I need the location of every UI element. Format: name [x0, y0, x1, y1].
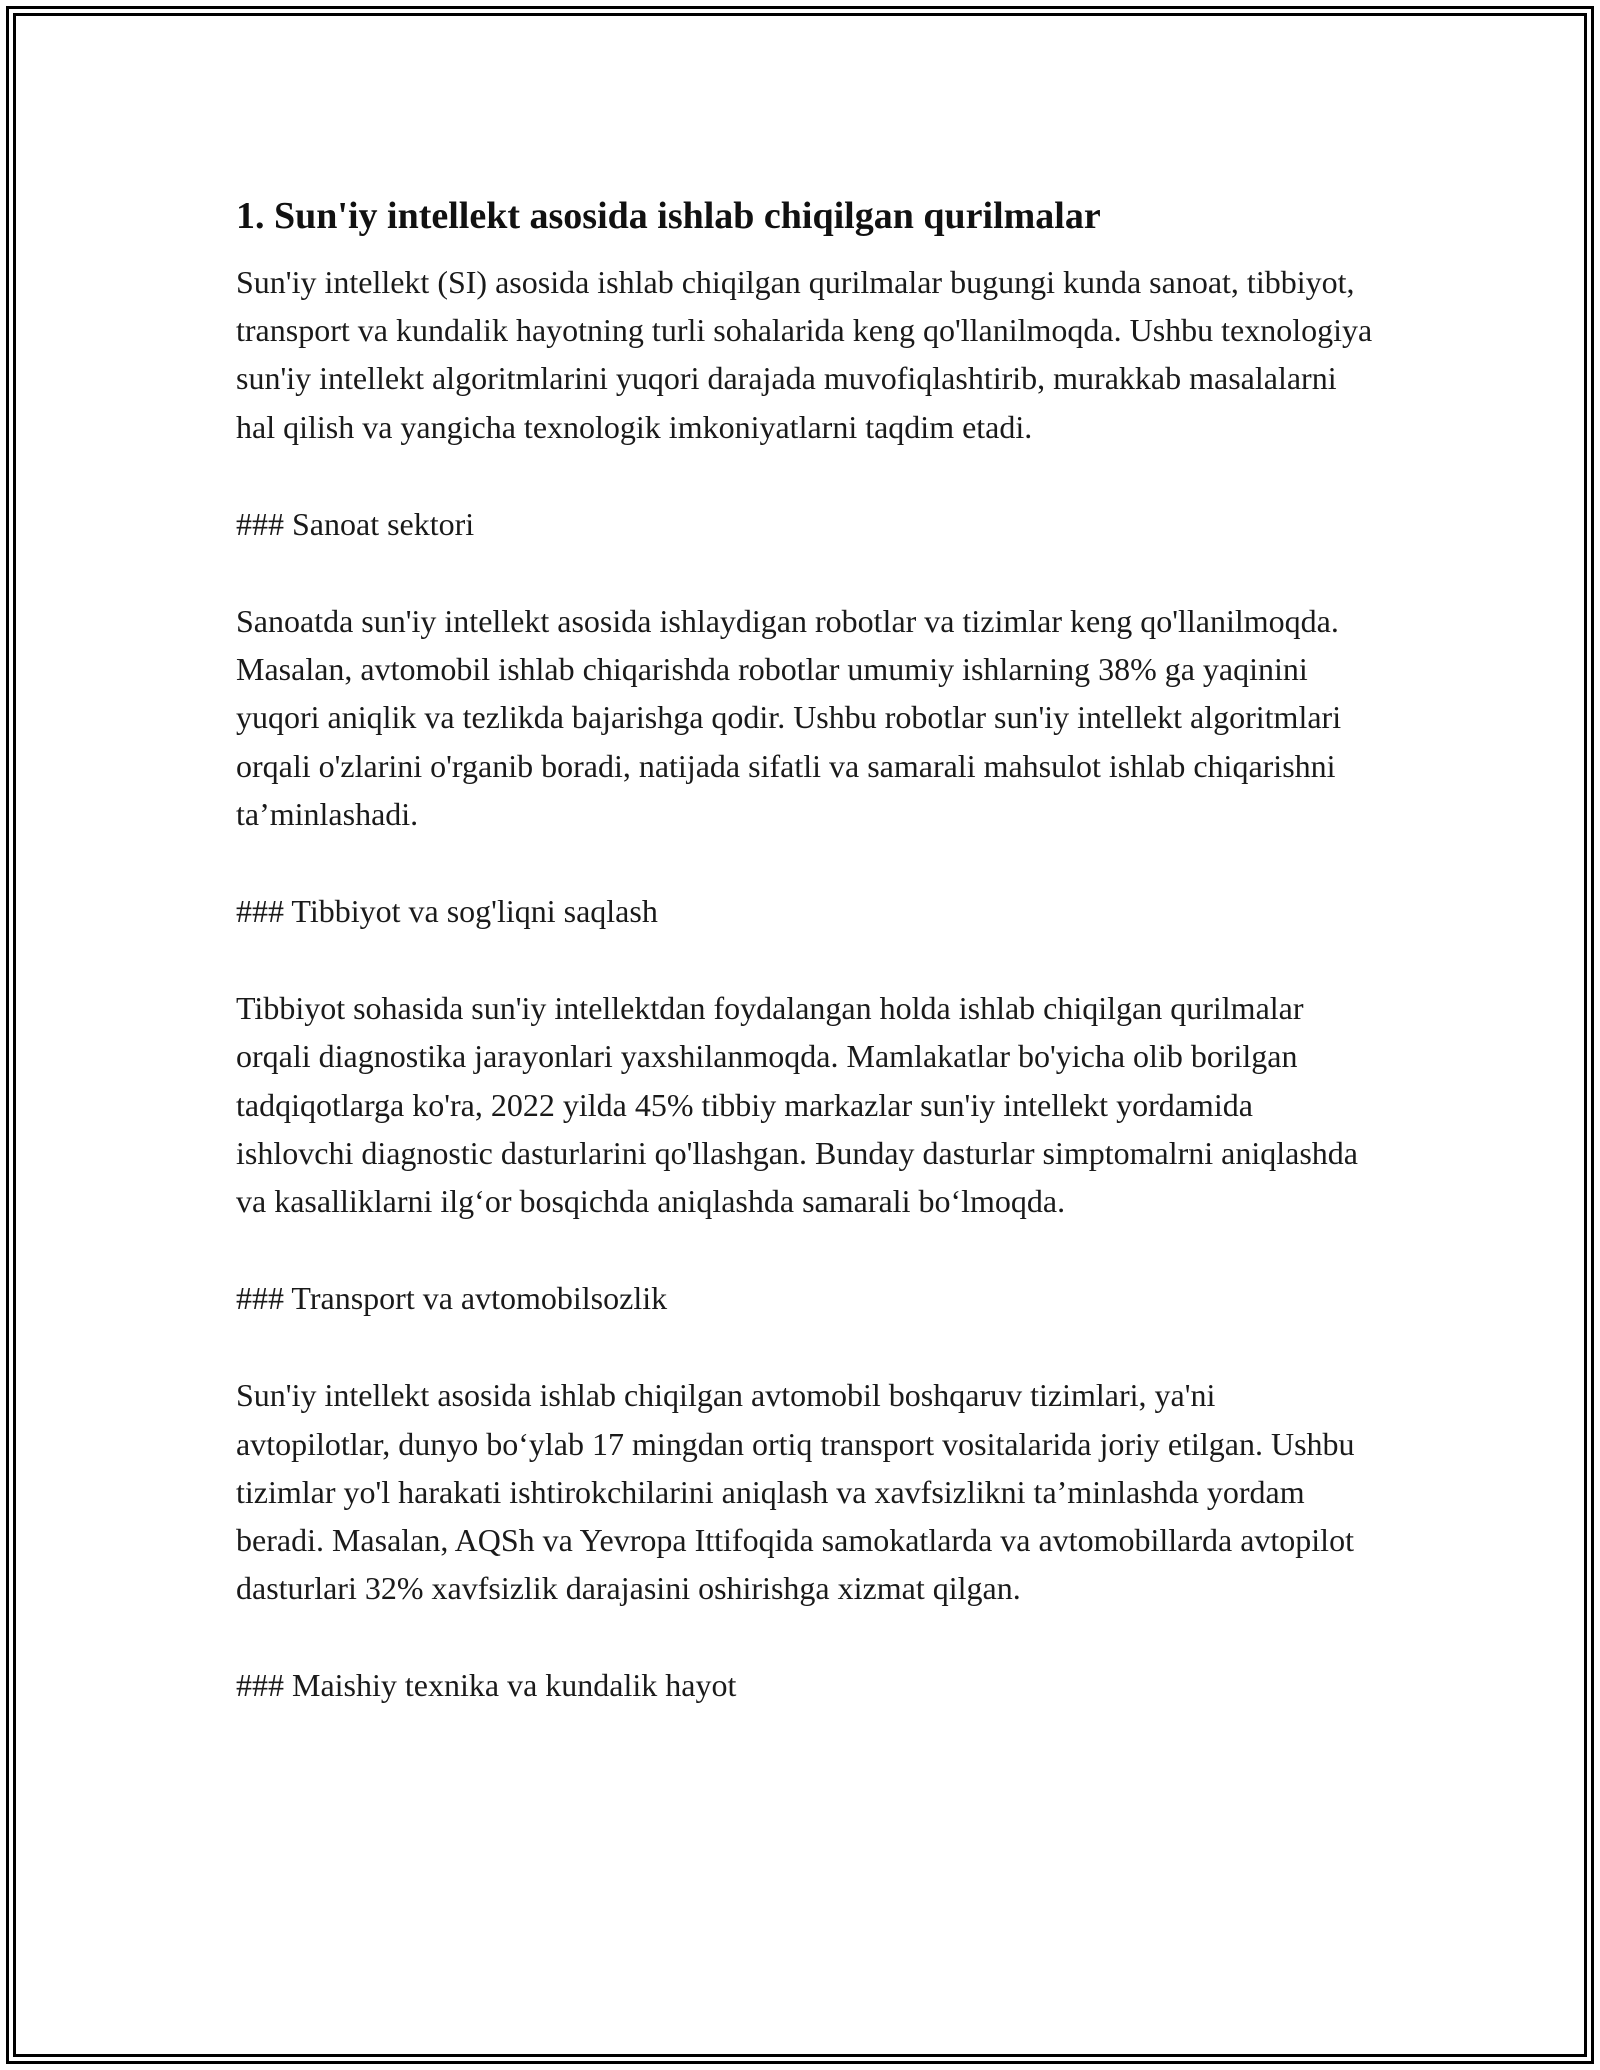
section-body-industry: Sanoatda sun'iy intellekt asosida ishlaydigan robotlar va tizimlar keng qo'llanilmoqda. Masalan, avtomobil ishlab chiqarishda robotlar umumiy ishlarning 38% ga yaqinini yuqori aniqlik va tezlikda bajarishga qodir. Ushbu robotlar sun'iy intellekt algoritmlari orqali o'zlarini o'rganib boradi, natijada sifatli va samarali mahsulot ishlab chiqarishni ta’minlashadi. — [236, 603, 1342, 832]
section-heading-household: ### Maishiy texnika va kundalik hayot — [236, 1667, 737, 1704]
section-body-transport: Sun'iy intellekt asosida ishlab chiqilgan avtomobil boshqaruv tizimlari, ya'ni avtopilotlar, dunyo bo‘ylab 17 mingdan ortiq transport vositalarida joriy etilgan. Ushbu tizimlar yo'l harakati ishtirokchilarini aniqlash va xavfsizlikni ta’minlashda yordam beradi. Masalan, AQSh va Yevropa Ittifoqida samokatlarda va avtomobillarda avtopilot dasturlari 32% xavfsizlik darajasini oshirishga xizmat qilgan. — [236, 1377, 1355, 1607]
section-body-medicine: Tibbiyot sohasida sun'iy intellektdan foydalangan holda ishlab chiqilgan qurilmalar orqali diagnostika jarayonlari yaxshilanmoqda. Mamlakatlar bo'yicha olib borilgan tadqiqotlarga ko'ra, 2022 yilda 45% tibbiy markazlar sun'iy intellekt yordamida ishlovchi diagnostic dasturlarini qo'llashgan. Bunday dasturlar simptomalrni aniqlashda va kasalliklarni ilg‘or bosqichda aniqlashda samarali bo‘lmoqda. — [236, 990, 1358, 1220]
section-heading-industry: ### Sanoat sektori — [236, 505, 475, 542]
section-heading-medicine: ### Tibbiyot va sog'liqni saqlash — [236, 893, 658, 930]
section-heading-transport: ### Transport va avtomobilsozlik — [236, 1280, 668, 1317]
document-title: 1. Sun'iy intellekt asosida ishlab chiqilgan qurilmalar — [236, 195, 1101, 237]
intro-paragraph: Sun'iy intellekt (SI) asosida ishlab chiqilgan qurilmalar bugungi kunda sanoat, tibbiyot, transport va kundalik hayotning turli sohalarida keng qo'llanilmoqda. Ushbu texnologiya sun'iy intellekt algoritmlarini yuqori darajada muvofiqlashtirib, murakkab masalalarni hal qilish va yangicha texnologik imkoniyatlarni taqdim etadi. — [236, 264, 1373, 445]
document-body — [236, 188, 1376, 1710]
